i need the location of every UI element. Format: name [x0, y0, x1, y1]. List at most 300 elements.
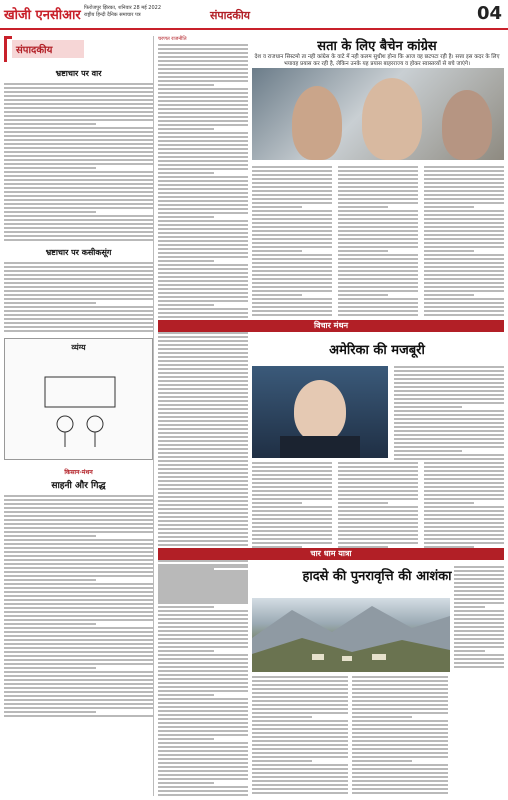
- text-line: [158, 448, 248, 450]
- america-col-b2: [338, 462, 418, 548]
- text-line: [4, 91, 153, 93]
- text-line: [394, 410, 504, 412]
- text-line: [338, 514, 418, 516]
- text-line: [252, 736, 348, 738]
- text-line: [352, 788, 448, 790]
- text-line: [338, 474, 418, 476]
- text-line: [4, 211, 96, 213]
- text-line: [158, 634, 248, 636]
- text-line: [158, 560, 248, 562]
- text-line: [158, 344, 248, 346]
- text-line: [454, 654, 504, 656]
- text-line: [338, 262, 418, 264]
- text-line: [424, 302, 504, 304]
- text-line: [454, 574, 504, 576]
- text-line: [158, 786, 248, 788]
- text-line: [158, 236, 248, 238]
- text-line: [158, 388, 248, 390]
- text-line: [4, 499, 153, 501]
- text-line: [158, 204, 248, 206]
- text-line: [252, 510, 332, 512]
- text-line: [352, 744, 448, 746]
- text-line: [4, 179, 153, 181]
- editorial-corner-icon: [4, 36, 12, 62]
- text-line: [4, 619, 153, 621]
- text-line: [424, 254, 504, 256]
- text-line: [158, 528, 248, 530]
- text-line: [338, 174, 418, 176]
- dateline: [84, 5, 161, 19]
- text-line: [158, 72, 248, 74]
- text-line: [394, 382, 504, 384]
- text-line: [424, 246, 504, 248]
- mountain-illustration: [252, 598, 450, 672]
- text-line: [252, 696, 348, 698]
- text-line: [158, 252, 248, 254]
- text-line: [4, 519, 153, 521]
- text-line: [424, 526, 504, 528]
- text-line: [252, 470, 332, 472]
- text-line: [424, 514, 504, 516]
- text-line: [424, 198, 504, 200]
- text-line: [454, 566, 504, 568]
- photo-person-2: [362, 78, 422, 160]
- text-line: [352, 784, 448, 786]
- text-line: [158, 340, 248, 342]
- text-line: [4, 587, 153, 589]
- text-line: [424, 530, 504, 532]
- text-line: [252, 310, 332, 312]
- text-line: [338, 226, 418, 228]
- text-line: [158, 566, 248, 568]
- text-line: [158, 540, 248, 542]
- banner-vichar-title: विचार मंथन: [313, 321, 349, 330]
- text-line: [252, 764, 348, 766]
- text-line: [4, 543, 153, 545]
- text-line: [4, 294, 153, 296]
- text-line: [158, 678, 248, 680]
- left-column: [4, 36, 154, 796]
- text-line: [338, 498, 418, 500]
- text-line: [252, 482, 332, 484]
- text-line: [252, 732, 348, 734]
- text-line: [424, 542, 504, 544]
- text-line: [158, 336, 248, 338]
- america-col-right: [394, 366, 504, 460]
- text-line: [394, 426, 504, 428]
- text-line: [252, 700, 348, 702]
- text-line: [338, 266, 418, 268]
- text-line: [424, 494, 504, 496]
- chardham-col-b1: [252, 676, 348, 794]
- text-line: [252, 254, 332, 256]
- text-line: [338, 538, 418, 540]
- text-line: [424, 278, 504, 280]
- text-line: [4, 235, 153, 237]
- text-line: [252, 756, 348, 758]
- text-line: [424, 238, 504, 240]
- text-line: [158, 654, 248, 656]
- text-line: [4, 563, 153, 565]
- text-line: [424, 462, 504, 464]
- text-line: [394, 390, 504, 392]
- america-col-b3: [424, 462, 504, 548]
- text-line: [158, 244, 248, 246]
- text-line: [158, 544, 248, 546]
- text-line: [158, 60, 248, 62]
- text-line: [4, 595, 153, 597]
- text-line: [158, 216, 214, 218]
- text-line: [158, 766, 248, 768]
- text-line: [454, 642, 504, 644]
- text-line: [4, 187, 153, 189]
- text-line: [252, 306, 332, 308]
- text-line: [394, 402, 504, 404]
- text-line: [4, 699, 153, 701]
- text-line: [394, 394, 504, 396]
- text-line: [338, 506, 418, 508]
- text-line: [252, 522, 332, 524]
- text-line: [454, 582, 504, 584]
- text-line: [252, 744, 348, 746]
- text-line: [158, 714, 248, 716]
- text-line: [252, 226, 332, 228]
- text-line: [454, 590, 504, 592]
- text-line: [158, 296, 248, 298]
- cartoon-illustration: [35, 369, 125, 449]
- headline-america: अमेरिका की मजबूरी: [329, 343, 425, 358]
- text-line: [352, 732, 448, 734]
- newspaper-logo: खोजी एनसीआर: [4, 8, 81, 23]
- text-line: [394, 434, 504, 436]
- text-line: [424, 482, 504, 484]
- text-line: [352, 676, 448, 678]
- text-line: [338, 502, 388, 504]
- text-line: [158, 44, 248, 46]
- text-line: [454, 622, 504, 624]
- text-line: [252, 748, 348, 750]
- text-line: [158, 396, 248, 398]
- text-line: [352, 696, 448, 698]
- text-line: [158, 416, 248, 418]
- text-line: [252, 514, 332, 516]
- text-line: [252, 242, 332, 244]
- text-line: [4, 274, 153, 276]
- text-line: [158, 750, 248, 752]
- text-line: [158, 288, 248, 290]
- text-line: [4, 107, 153, 109]
- text-line: [252, 282, 332, 284]
- biden-suit: [280, 436, 360, 458]
- text-line: [252, 258, 332, 260]
- text-line: [252, 298, 332, 300]
- text-line: [252, 506, 332, 508]
- text-line: [4, 103, 153, 105]
- banner-chardham-title: चार धाम यात्रा: [310, 549, 352, 558]
- text-line: [4, 711, 96, 713]
- text-line: [158, 606, 214, 608]
- text-line: [158, 682, 248, 684]
- text-line: [338, 234, 418, 236]
- text-line: [158, 658, 248, 660]
- text-line: [4, 523, 153, 525]
- text-line: [158, 308, 248, 310]
- text-line: [352, 712, 448, 714]
- main-article-col-3: [424, 166, 504, 316]
- text-line: [158, 360, 248, 362]
- text-line: [4, 627, 153, 629]
- text-line: [158, 192, 248, 194]
- text-line: [158, 164, 248, 166]
- text-line: [4, 139, 153, 141]
- text-line: [158, 500, 248, 502]
- text-line: [158, 256, 248, 258]
- text-line: [4, 527, 153, 529]
- text-line: [4, 571, 153, 573]
- text-line: [158, 496, 248, 498]
- text-line: [352, 708, 448, 710]
- text-line: [4, 282, 153, 284]
- text-line: [394, 386, 504, 388]
- text-line: [338, 214, 418, 216]
- text-line: [158, 512, 248, 514]
- text-line: [158, 472, 248, 474]
- text-line: [252, 290, 332, 292]
- text-line: [338, 314, 418, 316]
- text-line: [158, 304, 214, 306]
- text-line: [454, 578, 504, 580]
- text-line: [158, 578, 248, 580]
- text-line: [158, 484, 248, 486]
- text-line: [158, 348, 248, 350]
- text-line: [424, 182, 504, 184]
- text-line: [424, 314, 504, 316]
- text-line: [158, 128, 214, 130]
- text-line: [158, 108, 248, 110]
- text-line: [338, 530, 418, 532]
- text-line: [158, 124, 248, 126]
- text-line: [158, 618, 248, 620]
- text-line: [252, 218, 332, 220]
- text-line: [4, 551, 153, 553]
- text-line: [158, 456, 248, 458]
- text-line: [158, 68, 248, 70]
- text-line: [4, 655, 153, 657]
- text-line: [4, 567, 153, 569]
- text-line: [158, 428, 248, 430]
- left-article-1-body: [4, 83, 153, 241]
- text-line: [454, 570, 504, 572]
- text-line: [252, 776, 348, 778]
- text-line: [352, 680, 448, 682]
- text-line: [338, 282, 418, 284]
- text-line: [158, 172, 214, 174]
- text-line: [4, 583, 153, 585]
- text-line: [338, 230, 418, 232]
- text-line: [394, 406, 462, 408]
- text-line: [454, 610, 504, 612]
- dateline-tag: राष्ट्रीय हिन्दी दैनिक समाचार पत्र: [84, 12, 141, 18]
- text-line: [158, 100, 248, 102]
- text-line: [158, 638, 248, 640]
- text-line: [4, 290, 153, 292]
- text-line: [4, 539, 153, 541]
- text-line: [454, 662, 504, 664]
- text-line: [4, 163, 153, 165]
- text-line: [4, 95, 153, 97]
- text-line: [338, 462, 418, 464]
- text-line: [4, 575, 153, 577]
- text-line: [158, 144, 248, 146]
- text-line: [252, 772, 348, 774]
- text-line: [252, 194, 332, 196]
- text-line: [338, 250, 388, 252]
- text-line: [4, 555, 153, 557]
- text-line: [158, 272, 248, 274]
- text-line: [252, 250, 302, 252]
- text-line: [158, 698, 248, 700]
- text-line: [338, 198, 418, 200]
- text-line: [158, 464, 214, 466]
- text-line: [4, 703, 153, 705]
- text-line: [4, 599, 153, 601]
- text-line: [352, 736, 448, 738]
- text-line: [338, 482, 418, 484]
- text-line: [4, 219, 153, 221]
- text-line: [424, 218, 504, 220]
- text-line: [158, 646, 248, 648]
- text-line: [338, 470, 418, 472]
- text-line: [424, 194, 504, 196]
- text-line: [4, 266, 153, 268]
- text-line: [158, 380, 248, 382]
- text-line: [394, 414, 504, 416]
- text-line: [424, 226, 504, 228]
- text-line: [338, 210, 418, 212]
- text-line: [252, 784, 348, 786]
- text-line: [252, 174, 332, 176]
- text-line: [252, 760, 312, 762]
- text-line: [338, 238, 418, 240]
- text-line: [158, 80, 248, 82]
- text-line: [158, 622, 248, 624]
- text-line: [454, 598, 504, 600]
- headline-hadse: हादसे की पुनरावृत्ति की आशंका: [302, 569, 452, 584]
- text-line: [158, 488, 248, 490]
- text-line: [338, 166, 418, 168]
- text-line: [4, 559, 153, 561]
- text-line: [158, 156, 248, 158]
- text-line: [4, 503, 153, 505]
- text-line: [424, 534, 504, 536]
- text-line: [158, 84, 214, 86]
- text-line: [454, 606, 485, 608]
- text-line: [424, 178, 504, 180]
- text-line: [252, 294, 302, 296]
- text-line: [4, 278, 153, 280]
- text-line: [158, 468, 248, 470]
- text-line: [252, 792, 348, 794]
- text-line: [4, 318, 153, 320]
- text-line: [424, 502, 474, 504]
- text-line: [394, 398, 504, 400]
- text-line: [252, 214, 332, 216]
- text-line: [158, 364, 248, 366]
- text-line: [4, 511, 153, 513]
- text-line: [158, 408, 248, 410]
- text-line: [252, 542, 332, 544]
- text-line: [252, 186, 332, 188]
- text-line: [4, 631, 153, 633]
- text-line: [158, 536, 248, 538]
- text-line: [252, 474, 332, 476]
- text-line: [158, 264, 248, 266]
- text-line: [424, 170, 504, 172]
- text-line: [454, 626, 504, 628]
- text-line: [158, 452, 248, 454]
- text-line: [158, 730, 248, 732]
- text-line: [158, 590, 248, 592]
- text-line: [252, 526, 332, 528]
- text-line: [158, 630, 248, 632]
- text-line: [158, 160, 248, 162]
- byline: चरणत राजनीति: [158, 36, 187, 42]
- text-line: [424, 474, 504, 476]
- text-line: [338, 306, 418, 308]
- text-line: [352, 724, 448, 726]
- text-line: [4, 227, 153, 229]
- masthead: [0, 0, 508, 30]
- text-line: [252, 178, 332, 180]
- text-line: [252, 210, 332, 212]
- text-line: [352, 684, 448, 686]
- text-line: [158, 582, 248, 584]
- main-headline: सता के लिए बैचेन कांग्रेस: [317, 39, 437, 54]
- america-col-left: [158, 336, 248, 542]
- text-line: [4, 171, 153, 173]
- main-article-col-2: [338, 166, 418, 316]
- text-line: [158, 436, 248, 438]
- text-line: [252, 206, 302, 208]
- text-line: [158, 602, 248, 604]
- text-line: [338, 170, 418, 172]
- text-line: [158, 706, 248, 708]
- text-line: [394, 374, 504, 376]
- text-line: [158, 316, 248, 318]
- text-line: [158, 432, 248, 434]
- text-line: [394, 458, 504, 460]
- text-line: [252, 246, 332, 248]
- text-line: [158, 292, 248, 294]
- text-line: [252, 768, 348, 770]
- text-line: [394, 454, 504, 456]
- text-line: [338, 222, 418, 224]
- text-line: [454, 586, 504, 588]
- text-line: [424, 202, 504, 204]
- text-line: [338, 542, 418, 544]
- text-line: [4, 183, 153, 185]
- text-line: [424, 270, 504, 272]
- text-line: [394, 422, 504, 424]
- text-line: [424, 306, 504, 308]
- editorial-label: संपादकीय: [16, 45, 53, 56]
- text-line: [352, 752, 448, 754]
- text-line: [158, 574, 248, 576]
- biden-photo: [252, 366, 388, 458]
- text-line: [158, 690, 248, 692]
- editorial-box: [4, 36, 153, 62]
- text-line: [158, 224, 248, 226]
